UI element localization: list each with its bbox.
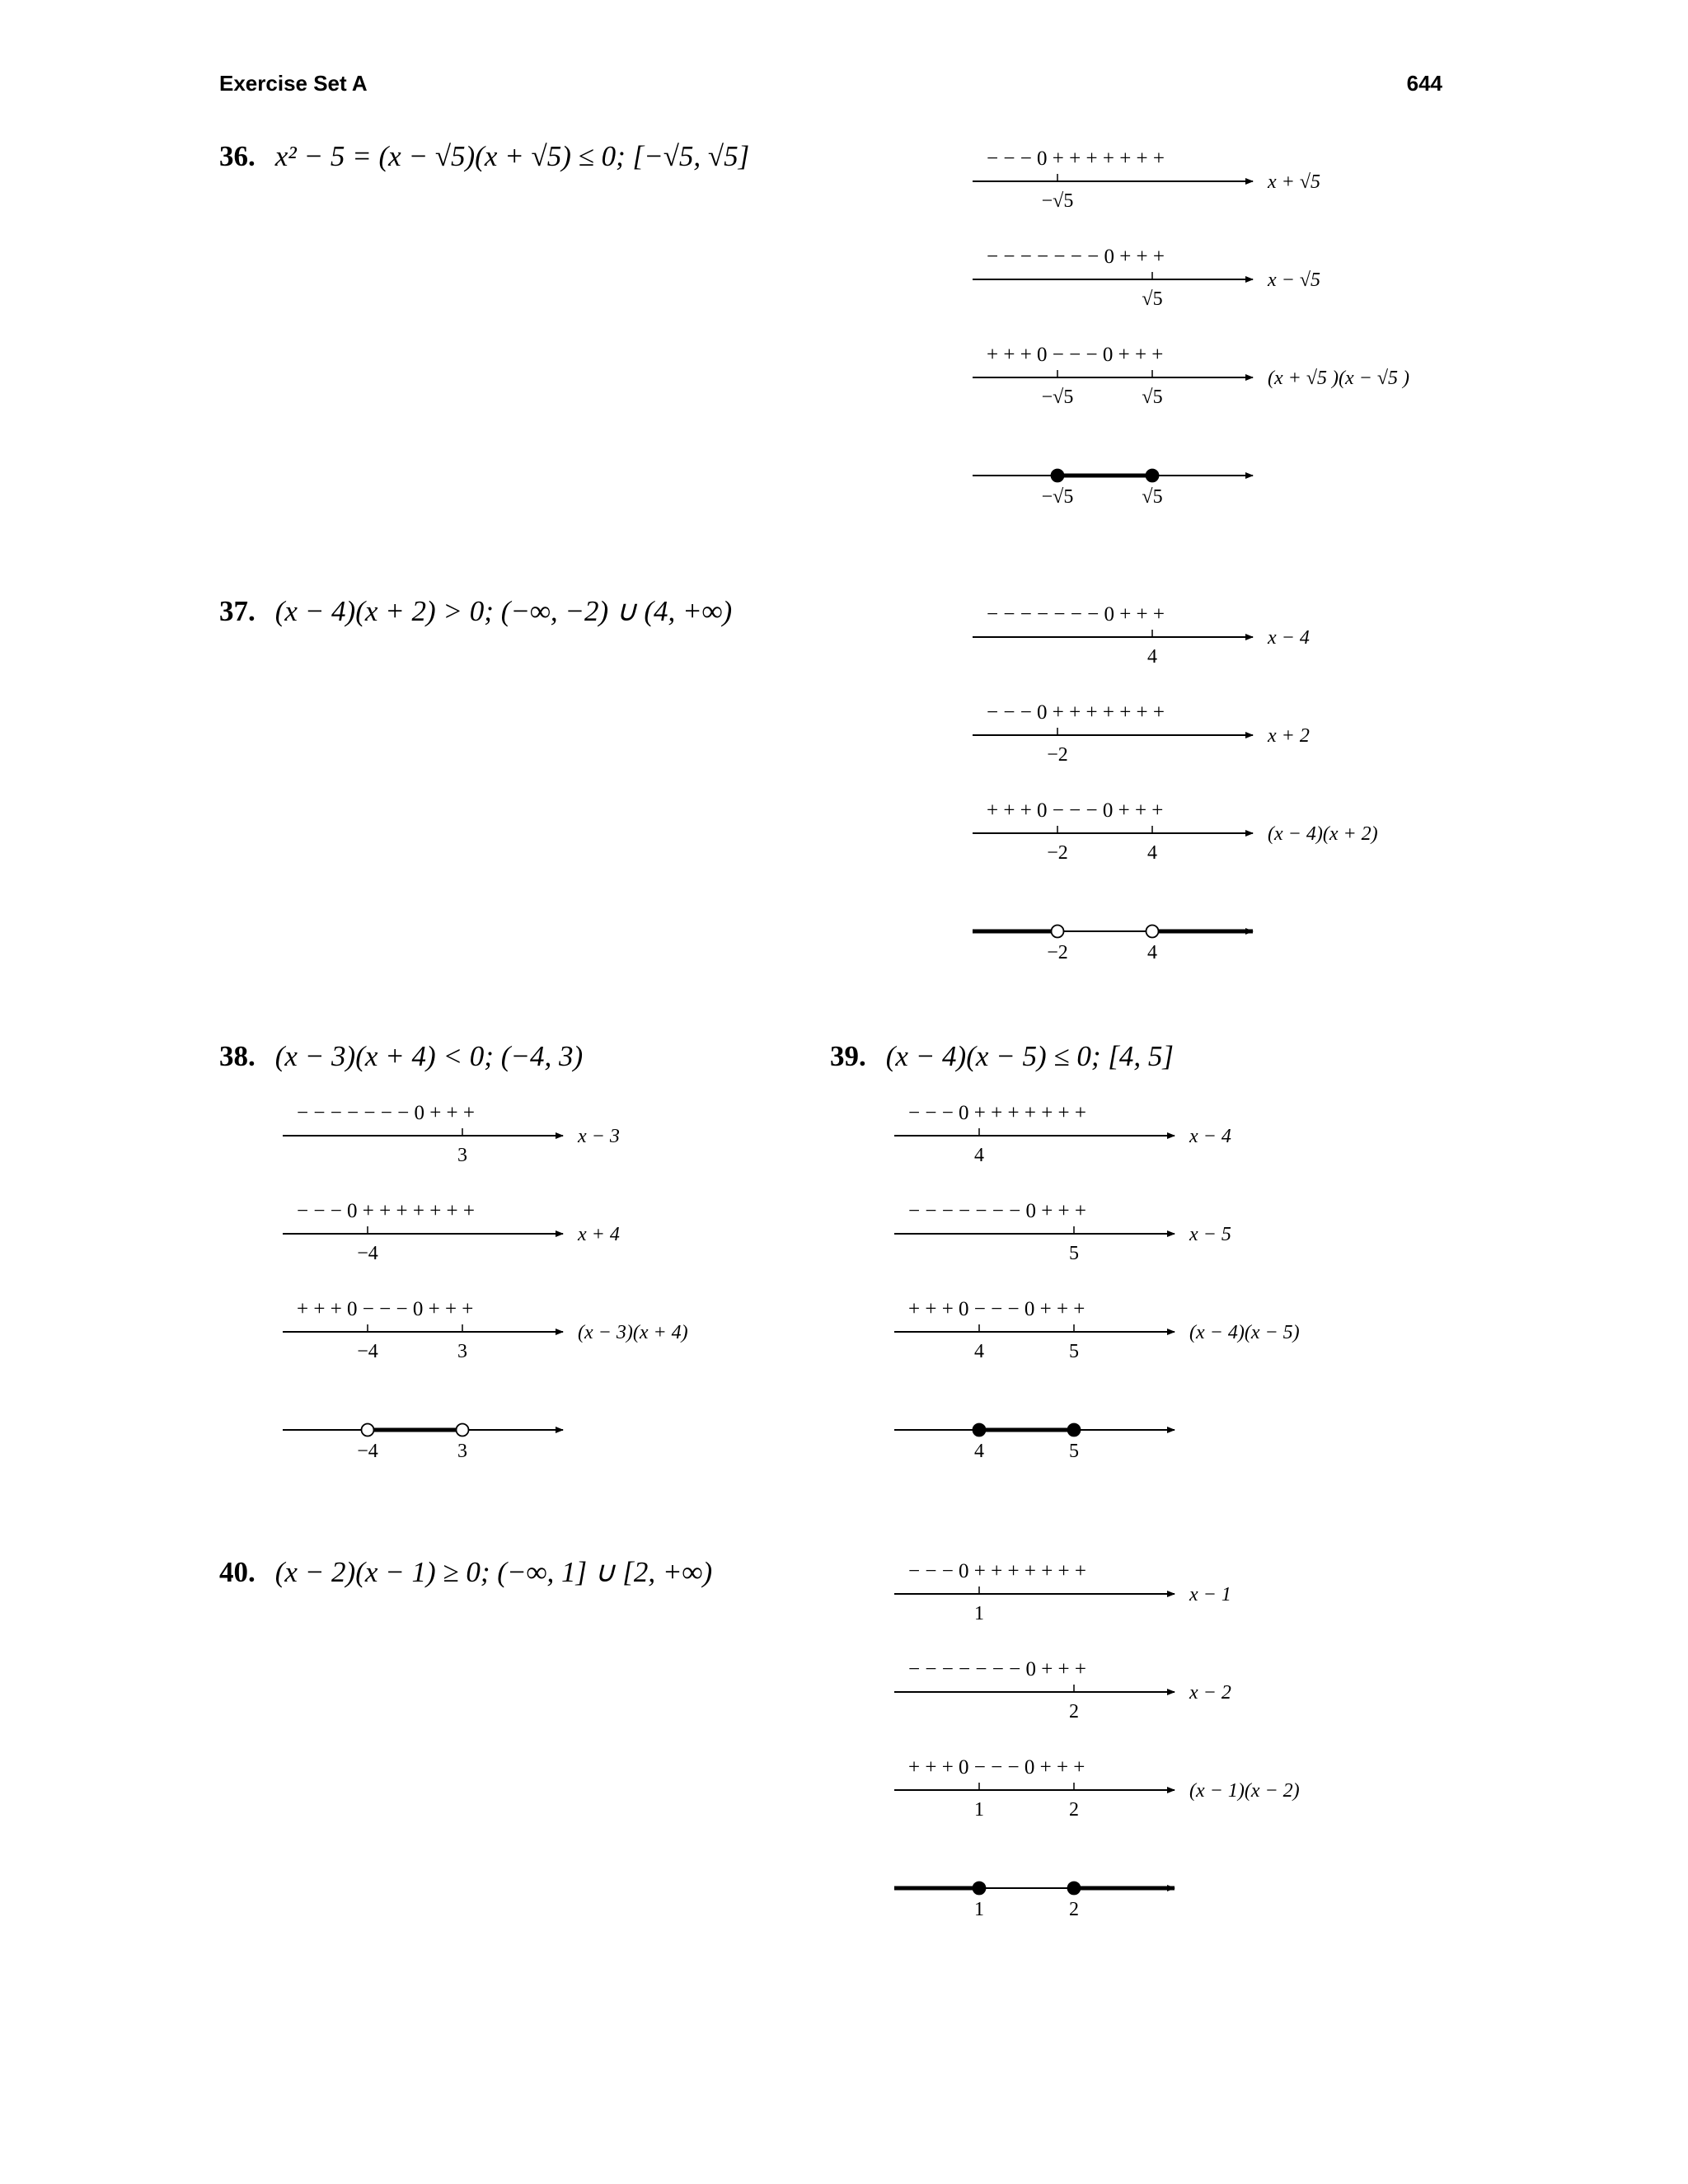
factor-label: (x + √5 )(x − √5 )	[1268, 368, 1410, 389]
sign-pattern: + + + 0 − − − 0 + + +	[908, 1756, 1085, 1779]
problem-number: 37.	[219, 595, 256, 627]
factor-label: x − 5	[1189, 1224, 1231, 1245]
sign-pattern: − − − − − − − 0 + + +	[987, 246, 1165, 268]
sign-pattern: − − − − − − − 0 + + +	[908, 1200, 1086, 1222]
tick-label: −4	[357, 1243, 378, 1264]
tick-label: 3	[457, 1341, 467, 1362]
endpoint-label: √5	[1142, 486, 1163, 508]
endpoint-label: 3	[457, 1441, 467, 1462]
tick-label: 1	[974, 1799, 984, 1821]
closed-endpoint	[973, 1882, 986, 1895]
endpoint-label: 1	[974, 1899, 984, 1920]
tick-label: 5	[1069, 1341, 1079, 1362]
sign-pattern: + + + 0 − − − 0 + + +	[908, 1298, 1085, 1320]
factor-label: (x − 4)(x − 5)	[1189, 1322, 1300, 1343]
page-number: 644	[1406, 71, 1442, 96]
factor-label: (x − 1)(x − 2)	[1189, 1780, 1300, 1802]
open-endpoint	[457, 1424, 469, 1436]
problem-expression: (x − 3)(x + 4) < 0; (−4, 3)	[274, 1040, 584, 1072]
problem-number: 38.	[219, 1040, 256, 1072]
open-endpoint	[362, 1424, 374, 1436]
factor-label: x + 2	[1268, 725, 1310, 747]
factor-label: x + 4	[578, 1224, 620, 1245]
sign-pattern: − − − 0 + + + + + + +	[908, 1102, 1086, 1124]
tick-label: 4	[1147, 646, 1157, 668]
endpoint-label: −√5	[1041, 486, 1074, 508]
tick-label: √5	[1142, 288, 1163, 310]
problem-expression: (x − 4)(x − 5) ≤ 0; [4, 5]	[885, 1040, 1175, 1072]
factor-label: x − 2	[1189, 1682, 1231, 1704]
factor-label: (x − 4)(x + 2)	[1268, 823, 1378, 845]
sign-pattern: + + + 0 − − − 0 + + +	[987, 799, 1164, 822]
tick-label: −√5	[1041, 190, 1074, 212]
factor-label: x + √5	[1268, 171, 1321, 193]
tick-label: 4	[974, 1145, 984, 1166]
tick-label: 1	[974, 1603, 984, 1624]
sign-pattern: − − − 0 + + + + + + +	[908, 1560, 1086, 1582]
tick-label: −4	[357, 1341, 378, 1362]
sign-pattern: + + + 0 − − − 0 + + +	[297, 1298, 474, 1320]
open-endpoint	[1052, 926, 1064, 938]
problem-number: 36.	[219, 140, 256, 172]
tick-label: 2	[1069, 1799, 1079, 1821]
factor-label: (x − 3)(x + 4)	[578, 1322, 688, 1343]
closed-endpoint	[1052, 470, 1064, 482]
factor-label: x − √5	[1268, 269, 1321, 291]
tick-label: −2	[1047, 744, 1068, 766]
sign-pattern: + + + 0 − − − 0 + + +	[987, 344, 1164, 366]
factor-label: x − 3	[578, 1126, 620, 1147]
problem-expression: (x − 2)(x − 1) ≥ 0; (−∞, 1] ∪ [2, +∞)	[274, 1556, 713, 1588]
problem-expression: x² − 5 = (x − √5)(x + √5) ≤ 0; [−√5, √5]	[274, 140, 750, 172]
closed-endpoint	[1068, 1882, 1081, 1895]
factor-label: x − 4	[1268, 627, 1310, 649]
endpoint-label: −2	[1047, 942, 1068, 963]
problem-number: 39.	[830, 1040, 866, 1072]
endpoint-label: 2	[1069, 1899, 1079, 1920]
tick-label: 2	[1069, 1701, 1079, 1722]
sign-pattern: − − − 0 + + + + + + +	[297, 1200, 475, 1222]
tick-label: √5	[1142, 387, 1163, 408]
tick-label: −2	[1047, 842, 1068, 864]
closed-endpoint	[1146, 470, 1159, 482]
endpoint-label: −4	[357, 1441, 378, 1462]
sign-pattern: − − − − − − − 0 + + +	[297, 1102, 475, 1124]
problem-expression: (x − 4)(x + 2) > 0; (−∞, −2) ∪ (4, +∞)	[274, 595, 733, 627]
factor-label: x − 4	[1189, 1126, 1231, 1147]
open-endpoint	[1146, 926, 1159, 938]
tick-label: 4	[974, 1341, 984, 1362]
endpoint-label: 4	[974, 1441, 984, 1462]
closed-endpoint	[973, 1424, 986, 1436]
problem-number: 40.	[219, 1556, 256, 1588]
tick-label: 5	[1069, 1243, 1079, 1264]
sign-pattern: − − − 0 + + + + + + +	[987, 148, 1165, 170]
tick-label: 3	[457, 1145, 467, 1166]
endpoint-label: 5	[1069, 1441, 1079, 1462]
closed-endpoint	[1068, 1424, 1081, 1436]
factor-label: x − 1	[1189, 1584, 1231, 1605]
tick-label: 4	[1147, 842, 1157, 864]
endpoint-label: 4	[1147, 942, 1157, 963]
tick-label: −√5	[1041, 387, 1074, 408]
sign-pattern: − − − − − − − 0 + + +	[908, 1658, 1086, 1680]
sign-pattern: − − − 0 + + + + + + +	[987, 701, 1165, 724]
sign-pattern: − − − − − − − 0 + + +	[987, 603, 1165, 626]
section-title: Exercise Set A	[219, 71, 368, 96]
